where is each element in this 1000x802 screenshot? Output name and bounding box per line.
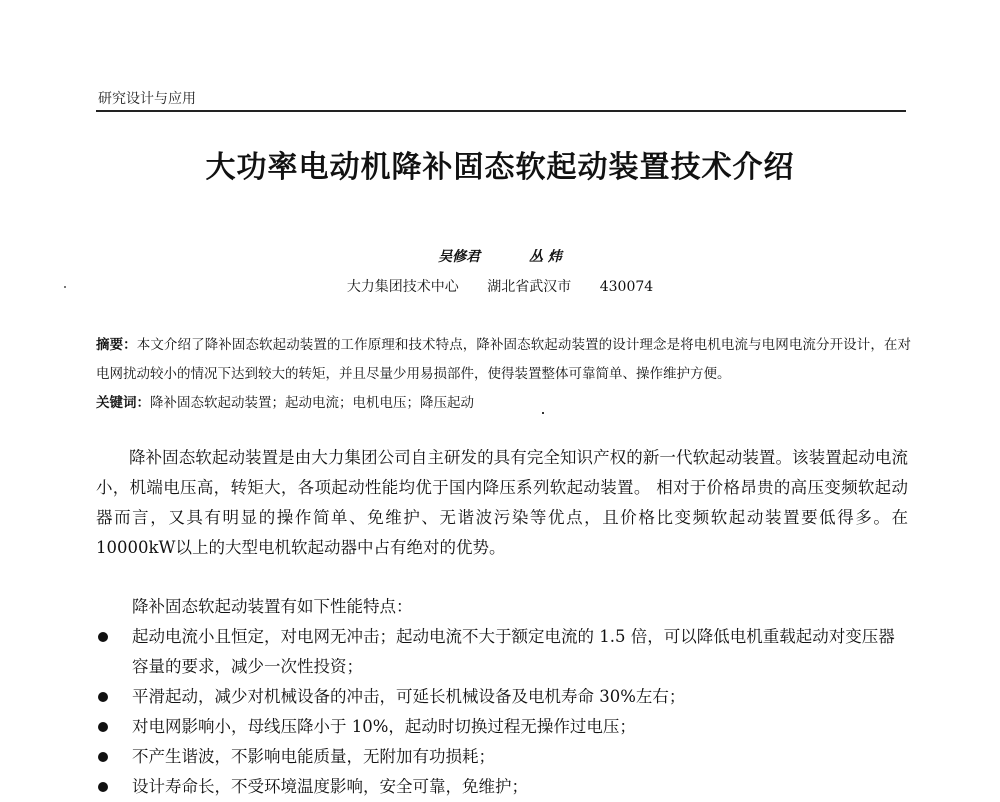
paper-title: 大功率电动机降补固态软起动装置技术介绍 bbox=[205, 150, 795, 185]
feature-item bbox=[96, 712, 908, 742]
feature-text: 对电网影响小，母线压降小于 10%，起动时切换过程无操作过电压； bbox=[132, 717, 636, 736]
affiliation-org: 大力集团技术中心 bbox=[346, 279, 459, 295]
bullet-icon bbox=[98, 692, 108, 702]
feature-item bbox=[96, 622, 908, 682]
scan-dot bbox=[542, 412, 544, 414]
abstract-label: 摘要： bbox=[96, 337, 137, 353]
header-rule bbox=[96, 110, 906, 112]
bullet-icon bbox=[98, 782, 108, 792]
author-list bbox=[0, 246, 1000, 266]
keywords-label: 关键词： bbox=[96, 395, 150, 411]
keywords-paragraph bbox=[96, 389, 911, 418]
running-header: 研究设计与应用 bbox=[98, 91, 196, 107]
body-paragraph: 降补固态软起动装置是由大力集团公司自主研发的具有完全知识产权的新一代软起动装置。该装置起动电流小，机端电压高，转矩大，各项起动性能均优于国内降压系列软起动装置。 相对于价格昂贵的高压变频软起动器而言，又具有明显的操作简单、免维护、无谐波污染等优点，且价格比变频软起动装置要低得多。在10000kW以上的大型电机软起动器中占有绝对的优势。 bbox=[96, 448, 908, 557]
feature-text: 平滑起动，减少对机械设备的冲击，可延长机械设备及电机寿命 30%左右； bbox=[132, 687, 686, 706]
bullet-icon bbox=[98, 632, 108, 642]
abstract-paragraph bbox=[96, 331, 911, 389]
author-name: 丛 炜 bbox=[529, 249, 562, 265]
abstract-block bbox=[96, 331, 911, 418]
feature-text: 起动电流小且恒定，对电网无冲击；起动电流不大于额定电流的 1.5 倍，可以降低电机重载起动对变压器容量的要求，减少一次性投资； bbox=[132, 627, 895, 676]
bullet-icon bbox=[98, 722, 108, 732]
body-text bbox=[96, 443, 908, 563]
author-name: 吴修君 bbox=[438, 249, 481, 265]
affiliation bbox=[0, 276, 1000, 296]
feature-item bbox=[96, 742, 908, 772]
abstract-text: 本文介绍了降补固态软起动装置的工作原理和技术特点，降补固态软起动装置的设计理念是将电机电流与电网电流分开设计，在对电网扰动较小的情况下达到较大的转矩，并且尽量少用易损部件，使得装置整体可靠简单、操作维护方便。 bbox=[96, 337, 912, 382]
bullet-icon bbox=[98, 752, 108, 762]
feature-item bbox=[96, 682, 908, 712]
feature-text: 不产生谐波，不影响电能质量，无附加有功损耗； bbox=[132, 747, 495, 766]
feature-item bbox=[96, 772, 908, 802]
features-intro: 降补固态软起动装置有如下性能特点： bbox=[132, 597, 413, 616]
scan-dot bbox=[64, 286, 66, 288]
feature-section bbox=[96, 592, 908, 802]
keywords-text: 降补固态软起动装置；起动电流；电机电压；降压起动 bbox=[150, 395, 474, 411]
affiliation-postcode: 430074 bbox=[599, 279, 654, 295]
affiliation-location: 湖北省武汉市 bbox=[487, 279, 572, 295]
feature-text: 设计寿命长，不受环境温度影响，安全可靠，免维护； bbox=[132, 777, 528, 796]
